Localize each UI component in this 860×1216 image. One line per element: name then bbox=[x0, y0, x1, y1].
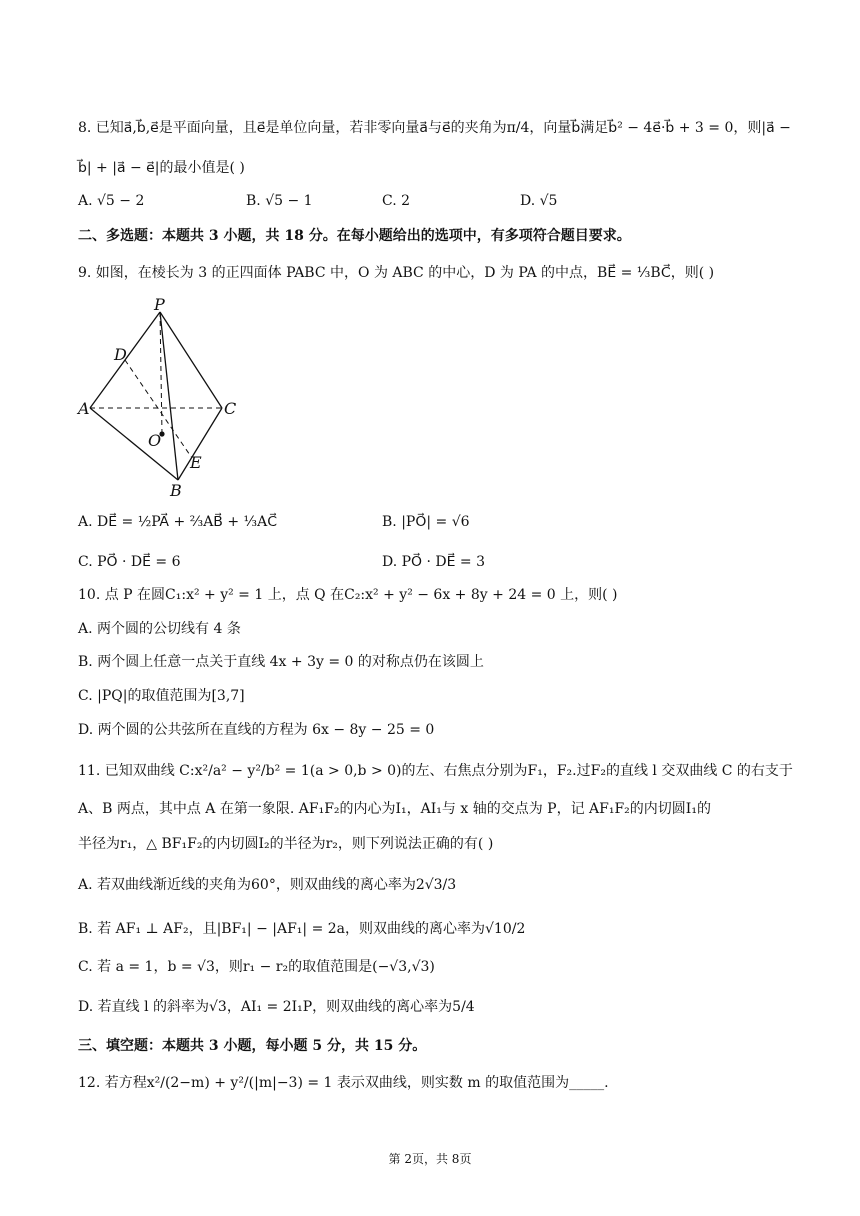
q11-line2: A、B 两点，其中点 A 在第一象限. AF₁F₂的内心为I₁，AI₁与 x 轴的交点为 P，记 AF₁F₂的内切圆I₁的 bbox=[78, 801, 711, 817]
q11-option-a: A. 若双曲线渐近线的夹角为60°，则双曲线的离心率为2√3/3 bbox=[78, 877, 457, 893]
q11-option-d: D. 若直线 l 的斜率为√3，AI₁ = 2I₁P，则双曲线的离心率为5/4 bbox=[78, 999, 475, 1015]
q11-option-b: B. 若 AF₁ ⊥ AF₂，且|BF₁| − |AF₁| = 2a，则双曲线的离心率为√10/2 bbox=[78, 921, 526, 937]
q9-stem: 9. 如图，在棱长为 3 的正四面体 PABC 中，O 为 ABC 的中心，D 为 PA 的中点，BE⃗ = ⅓BC⃗，则( ) bbox=[78, 265, 715, 281]
label-o: O bbox=[148, 431, 162, 450]
tetrahedron-diagram bbox=[76, 298, 246, 498]
edge-ab bbox=[90, 408, 178, 480]
q10-stem: 10. 点 P 在圆C₁:x² + y² = 1 上，点 Q 在C₂:x² + y² − 6x + 8y + 24 = 0 上，则( ) bbox=[78, 587, 618, 603]
label-b: B bbox=[170, 481, 182, 498]
label-c: C bbox=[224, 399, 237, 418]
q8-option-b: B. √5 − 1 bbox=[246, 193, 313, 209]
label-p: P bbox=[154, 298, 165, 314]
page-footer: 第 2页，共 8页 bbox=[388, 1152, 472, 1166]
q11-option-c: C. 若 a = 1，b = √3，则r₁ − r₂的取值范围是(−√3,√3) bbox=[78, 959, 435, 975]
section2-heading: 二、多选题：本题共 3 小题，共 18 分。在每小题给出的选项中，有多项符合题目要求。 bbox=[78, 228, 631, 244]
label-e: E bbox=[190, 453, 202, 472]
q8-option-a: A. √5 − 2 bbox=[78, 193, 145, 209]
q9-option-b: B. |PO⃗| = √6 bbox=[382, 514, 470, 530]
q10-option-d: D. 两个圆的公共弦所在直线的方程为 6x − 8y − 25 = 0 bbox=[78, 722, 435, 738]
q10-option-b: B. 两个圆上任意一点关于直线 4x + 3y = 0 的对称点仍在该圆上 bbox=[78, 654, 484, 670]
label-d: D bbox=[114, 345, 127, 364]
edge-pb bbox=[160, 312, 178, 480]
q8-line2: b⃗| + |a⃗ − e⃗|的最小值是( ) bbox=[78, 160, 245, 176]
q9-option-a: A. DE⃗ = ½PA⃗ + ⅔AB⃗ + ⅓AC⃗ bbox=[78, 514, 277, 530]
q8-option-c: C. 2 bbox=[382, 193, 411, 209]
q10-option-c: C. |PQ|的取值范围为[3,7] bbox=[78, 688, 245, 704]
label-a: A bbox=[78, 399, 90, 418]
q10-option-a: A. 两个圆的公切线有 4 条 bbox=[78, 621, 241, 637]
section3-heading: 三、填空题：本题共 3 小题，每小题 5 分，共 15 分。 bbox=[78, 1038, 427, 1054]
q9-option-d: D. PO⃗ · DE⃗ = 3 bbox=[382, 554, 486, 570]
q9-option-c: C. PO⃗ · DE⃗ = 6 bbox=[78, 554, 181, 570]
q11-line3: 半径为r₁，△ BF₁F₂的内切圆I₂的半径为r₂，则下列说法正确的有( ) bbox=[78, 836, 494, 852]
q8-line1: 8. 已知a⃗,b⃗,e⃗是平面向量，且e⃗是单位向量，若非零向量a⃗与e⃗的夹角为π/4，向量b⃗满足b⃗² − 4e⃗·b⃗ + 3 = 0，则|a⃗ − bbox=[78, 120, 791, 136]
q12-stem: 12. 若方程x²/(2−m) + y²/(|m|−3) = 1 表示双曲线，则实数 m 的取值范围为_____. bbox=[78, 1075, 609, 1091]
tetrahedron-figure bbox=[76, 298, 246, 498]
q11-line1: 11. 已知双曲线 C:x²/a² − y²/b² = 1(a > 0,b > 0)的左、右焦点分别为F₁，F₂.过F₂的直线 l 交双曲线 C 的右支于 bbox=[78, 763, 793, 779]
q8-option-d: D. √5 bbox=[520, 193, 558, 209]
